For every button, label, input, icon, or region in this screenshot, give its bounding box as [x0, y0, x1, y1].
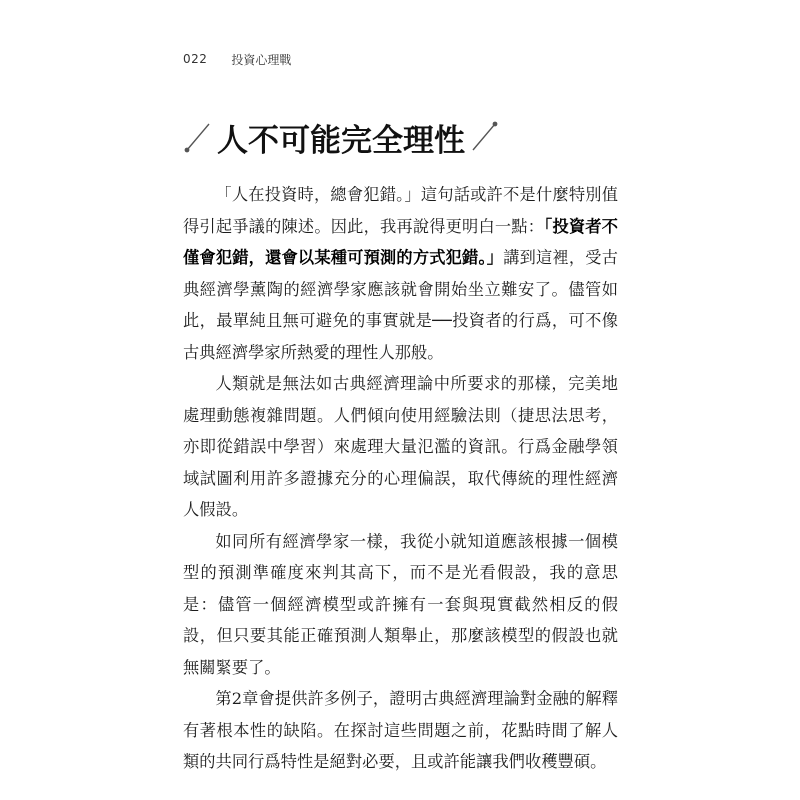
paragraph-4: 第2章會提供許多例子，證明古典經濟理論對金融的解釋有著根本性的缺陷。在探討這些問題之前，花點時間了解人類的共同行爲特性是絕對必要，且或許能讓我們收穫豐碩。 [183, 689, 618, 771]
section-title: 人不可能完全理性 [217, 122, 465, 159]
left-slash-ornament-icon [183, 117, 213, 157]
emphasis-quote: 「投資者不僅會犯錯，還會以某種可預測的方式犯錯。」 [183, 216, 618, 267]
paragraph-2: 人類就是無法如古典經濟理論中所要求的那樣，完美地處理動態複雜問題。人們傾向使用經驗法則（捷思法思考，亦即從錯誤中學習）來處理大量氾濫的資訊。行爲金融學領域試圖利用許多證據充分的心理偏誤，取代傳統的理性經濟人假設。 [183, 374, 618, 519]
page-number: 022 [183, 52, 208, 66]
paragraph-1-text-a: 「人在投資時，總會犯錯。」這句話或許不是什麼特別值得引起爭議的陳述。因此，我再說得更明白一點： [183, 185, 618, 236]
running-header [183, 50, 291, 68]
section-heading [183, 117, 499, 157]
paragraph-1-text-b: 講到這裡，受古典經濟學薰陶的經濟學家應該就會開始坐立難安了。儘管如此，最單純且無可避免的事實就是──投資者的行爲，可不像古典經濟學家所熱愛的理性人那般。 [183, 248, 618, 362]
body-text [183, 179, 618, 778]
paragraph-1 [183, 179, 618, 368]
paragraph-3: 如同所有經濟學家一樣，我從小就知道應該根據一個模型的預測準確度來判其高下，而不是光看假設，我的意思是：儘管一個經濟模型或許擁有一套與現實截然相反的假設，但只要其能正確預測人類舉止，那麼該模型的假設也就無關緊要了。 [183, 531, 618, 677]
right-slash-ornament-icon [469, 117, 499, 157]
book-title: 投資心理戰 [231, 52, 292, 67]
